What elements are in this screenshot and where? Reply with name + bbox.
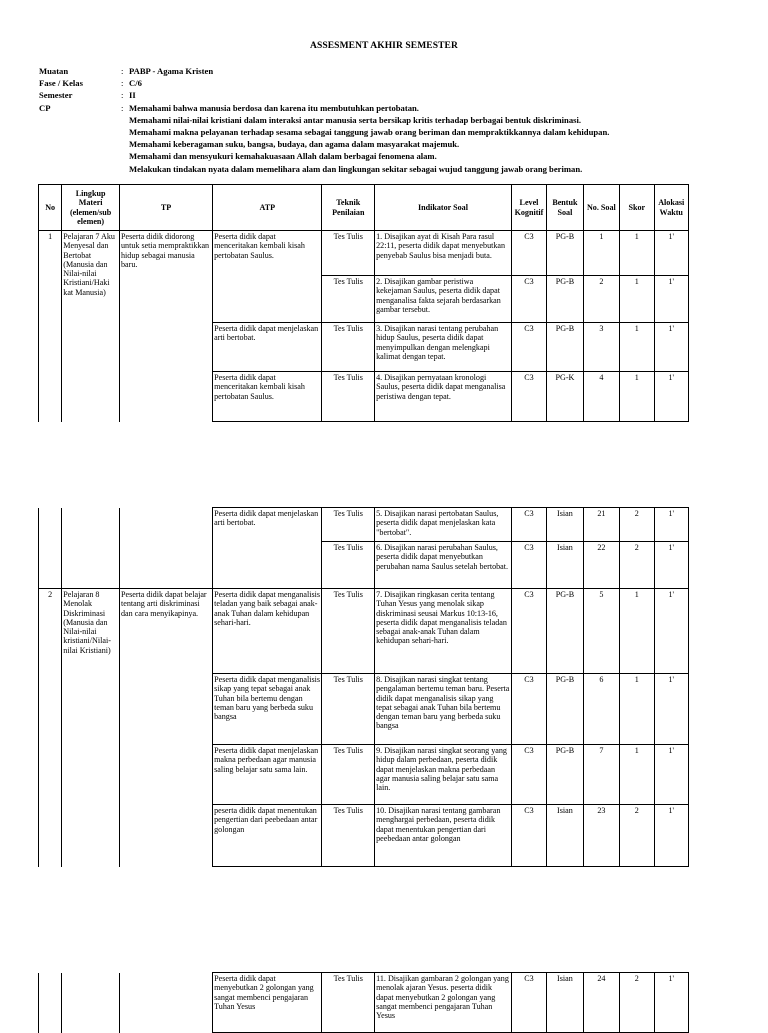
lingkup-materi: Pelajaran 8 Menolak Diskriminasi (Manusia dan Nilai-nilai kristiani/Nilai-nilai Kristiani) xyxy=(62,589,120,867)
level-cell: C3 xyxy=(511,674,546,745)
bentuk-cell: Isian xyxy=(547,508,583,542)
indikator-cell: 4. Disajikan pernyataan kronologi Saulus, peserta didik dapat menganalisa peristiwa dengan tepat. xyxy=(375,372,512,422)
meta-muatan-value: PABP - Agama Kristen xyxy=(129,66,214,76)
meta-muatan-label: Muatan xyxy=(39,66,69,76)
meta-fase-label: Fase / Kelas xyxy=(39,78,83,89)
cp-line: Memahami makna pelayanan terhadap sesama sebagai tanggung jawab orang beriman dan mempraktikkannya dalam kehidupan. xyxy=(129,127,610,138)
cp-line: Memahami keberagaman suku, bangsa, budaya, dan agama dalam masyarakat majemuk. xyxy=(129,139,460,150)
header-level: Level Kognitif xyxy=(511,185,546,231)
cp-line: Memahami nilai-nilai kristiani dalam interaksi antar manusia serta bersikap kritis terhadap berbagai bentuk diskriminasi. xyxy=(129,114,582,125)
colon: : xyxy=(121,90,124,101)
cp-line: Memahami bahwa manusia berdosa dan karena itu membutuhkan pertobatan. xyxy=(129,102,419,113)
header-skor: Skor xyxy=(620,185,654,231)
meta-cp-label: CP xyxy=(39,102,51,113)
skor-cell: 2 xyxy=(620,508,654,542)
teknik-cell: Tes Tulis xyxy=(322,323,375,372)
level-cell: C3 xyxy=(511,805,546,867)
indikator-cell: 1. Disajikan ayat di Kisah Para rasul 22:11, peserta didik dapat menyebutkan penyebab Saulus bisa menjadi buta. xyxy=(375,231,512,276)
colon: : xyxy=(121,66,124,76)
alokasi-cell: 1' xyxy=(654,745,689,805)
row-no: 1 xyxy=(39,231,62,422)
meta-semester-label: Semester xyxy=(39,90,73,101)
teknik-cell: Tes Tulis xyxy=(322,276,375,323)
colon: : xyxy=(121,102,124,113)
atp-cell: Peserta didik dapat menganalisis sikap yang tepat sebagai anak Tuhan bila bertemu dengan teman baru yang berbeda suku bangsa xyxy=(213,674,322,745)
skor-cell: 1 xyxy=(620,745,654,805)
header-no: No xyxy=(39,185,62,231)
cp-line: Melakukan tindakan nyata dalam memelihara alam dan lingkungan sekitar sebagai wujud tanggung jawab orang beriman. xyxy=(129,163,583,174)
indikator-cell: 10. Disajikan narasi tentang gambaran menghargai perbedaan, peserta didik dapat menentukan pengertian dari peebedaan antar golongan xyxy=(375,805,512,867)
teknik-cell: Tes Tulis xyxy=(322,231,375,276)
alokasi-cell: 1' xyxy=(654,973,689,1033)
skor-cell: 1 xyxy=(620,589,654,674)
assessment-table-page1 xyxy=(38,184,689,422)
indikator-cell: 3. Disajikan narasi tentang perubahan hidup Saulus, peserta didik dapat menyimpulkan dengan melengkapi kalimat dengan tepat. xyxy=(375,323,512,372)
meta-fase-value: C/6 xyxy=(129,78,142,89)
header-teknik: Teknik Penilaian xyxy=(322,185,375,231)
teknik-cell: Tes Tulis xyxy=(322,508,375,542)
level-cell: C3 xyxy=(511,973,546,1033)
teknik-cell: Tes Tulis xyxy=(322,372,375,422)
level-cell: C3 xyxy=(511,508,546,542)
indikator-cell: 9. Disajikan narasi singkat seorang yang hidup dalam perbedaan, peserta didik dapat menjelaskan makna perbedaan agar manusia saling belajar satu sama lain. xyxy=(375,745,512,805)
alokasi-cell: 1' xyxy=(654,276,689,323)
table-row xyxy=(39,508,689,542)
nosoal-cell: 22 xyxy=(583,542,619,589)
meta-semester xyxy=(39,89,609,101)
header-alokasi: Alokasi Waktu xyxy=(654,185,689,231)
atp-cell: peserta didik dapat menentukan pengertian dari peebedaan antar golongan xyxy=(213,805,322,867)
skor-cell: 1 xyxy=(620,674,654,745)
nosoal-cell: 6 xyxy=(583,674,619,745)
lingkup-materi: Pelajaran 7 Aku Menyesal dan Bertobat (Manusia dan Nilai-nilai Kristiani/Haki kat Manusia) xyxy=(62,231,120,422)
bentuk-cell: Isian xyxy=(547,542,583,589)
alokasi-cell: 1' xyxy=(654,589,689,674)
header-atp: ATP xyxy=(213,185,322,231)
bentuk-cell: Isian xyxy=(547,973,583,1033)
skor-cell: 1 xyxy=(620,231,654,276)
skor-cell: 2 xyxy=(620,973,654,1033)
cp-line: Memahami dan mensyukuri kemahakuasaan Allah dalam berbagai fenomena alam. xyxy=(129,151,437,162)
table-row xyxy=(39,589,689,674)
assessment-table-page2 xyxy=(38,507,689,867)
header-tp: TP xyxy=(119,185,212,231)
meta-cp-lines xyxy=(129,102,609,175)
teknik-cell: Tes Tulis xyxy=(322,589,375,674)
bentuk-cell: PG-B xyxy=(547,674,583,745)
level-cell: C3 xyxy=(511,231,546,276)
nosoal-cell: 5 xyxy=(583,589,619,674)
nosoal-cell: 2 xyxy=(583,276,619,323)
meta-muatan xyxy=(39,65,609,77)
atp-cell: Peserta didik dapat menyebutkan 2 golongan yang sangat membenci pengajaran Tuhan Yesus xyxy=(213,973,322,1033)
alokasi-cell: 1' xyxy=(654,231,689,276)
level-cell: C3 xyxy=(511,542,546,589)
nosoal-cell: 4 xyxy=(583,372,619,422)
atp-cell: Peserta didik dapat menjelaskan arti bertobat. xyxy=(213,323,322,372)
bentuk-cell: PG-K xyxy=(547,372,583,422)
nosoal-cell: 21 xyxy=(583,508,619,542)
header-lingkup: Lingkup Materi (elemen/sub elemen) xyxy=(62,185,120,231)
lingkup-materi-continued xyxy=(62,508,120,589)
skor-cell: 2 xyxy=(620,805,654,867)
alokasi-cell: 1' xyxy=(654,674,689,745)
header-nosoal: No. Soal xyxy=(583,185,619,231)
indikator-cell: 2. Disajikan gambar peristiwa kekejaman Saulus, peserta didik dapat menganalisa fakta sejarah berdasarkan gambar tersebut. xyxy=(375,276,512,323)
page-title: ASSESMENT AKHIR SEMESTER xyxy=(310,41,458,51)
alokasi-cell: 1' xyxy=(654,508,689,542)
teknik-cell: Tes Tulis xyxy=(322,542,375,589)
nosoal-cell: 24 xyxy=(583,973,619,1033)
bentuk-cell: PG-B xyxy=(547,323,583,372)
nosoal-cell: 7 xyxy=(583,745,619,805)
row-no-continued xyxy=(39,508,62,589)
level-cell: C3 xyxy=(511,745,546,805)
meta-semester-value: II xyxy=(129,90,136,101)
level-cell: C3 xyxy=(511,589,546,674)
colon: : xyxy=(121,78,124,89)
bentuk-cell: Isian xyxy=(547,805,583,867)
row-no: 2 xyxy=(39,589,62,867)
meta-cp xyxy=(39,102,609,175)
teknik-cell: Tes Tulis xyxy=(322,674,375,745)
indikator-cell: 5. Disajikan narasi pertobatan Saulus, peserta didik dapat menjelaskan kata "bertobat". xyxy=(375,508,512,542)
teknik-cell: Tes Tulis xyxy=(322,745,375,805)
tp-cell-continued xyxy=(119,508,212,589)
atp-cell: Peserta didik dapat menjelaskan arti bertobat. xyxy=(213,508,322,589)
indikator-cell: 7. Disajikan ringkasan cerita tentang Tuhan Yesus yang menolak sikap diskriminasi seusai Markus 10:13-16, peserta didik dapat menganalisis teladan sebagai anak-anak Tuhan dalam kehidupan sehari-hari. xyxy=(375,589,512,674)
nosoal-cell: 1 xyxy=(583,231,619,276)
nosoal-cell: 23 xyxy=(583,805,619,867)
header-indikator: Indikator Soal xyxy=(375,185,512,231)
alokasi-cell: 1' xyxy=(654,805,689,867)
indikator-cell: 11. Disajikan gambaran 2 golongan yang menolak ajaran Yesus. peserta didik dapat menyebutkan 2 golongan yang sangat membenci pengajaran Tuhan Yesus xyxy=(375,973,512,1033)
atp-cell: Peserta didik dapat menjelaskan makna perbedaan agar manusia saling belajar satu sama lain. xyxy=(213,745,322,805)
atp-cell: Peserta didik dapat menceritakan kembali kisah pertobatan Saulus. xyxy=(213,372,322,422)
tp-cell: Peserta didik didorong untuk setia mempraktikkan hidup sebagai manusia baru. xyxy=(119,231,212,422)
alokasi-cell: 1' xyxy=(654,323,689,372)
indikator-cell: 8. Disajikan narasi singkat tentang pengalaman bertemu teman baru. Peserta didik dapat menganalisis sikap yang tepat sebagai anak Tuhan bila bertemu dengan teman baru yang berbeda suku bangsa xyxy=(375,674,512,745)
bentuk-cell: PG-B xyxy=(547,231,583,276)
level-cell: C3 xyxy=(511,372,546,422)
tp-cell: Peserta didik dapat belajar tentang arti diskriminasi dan cara menyikapinya. xyxy=(119,589,212,867)
meta-fase xyxy=(39,77,609,89)
bentuk-cell: PG-B xyxy=(547,589,583,674)
meta-block xyxy=(39,65,609,175)
skor-cell: 2 xyxy=(620,542,654,589)
bentuk-cell: PG-B xyxy=(547,745,583,805)
teknik-cell: Tes Tulis xyxy=(322,973,375,1033)
atp-cell: Peserta didik dapat menceritakan kembali kisah pertobatan Saulus. xyxy=(213,231,322,323)
level-cell: C3 xyxy=(511,276,546,323)
header-row xyxy=(39,185,689,231)
skor-cell: 1 xyxy=(620,372,654,422)
atp-cell: Peserta didik dapat menganalisis teladan yang baik sebagai anak-anak Tuhan dalam kehidupan sehari-hari. xyxy=(213,589,322,674)
alokasi-cell: 1' xyxy=(654,372,689,422)
alokasi-cell: 1' xyxy=(654,542,689,589)
nosoal-cell: 3 xyxy=(583,323,619,372)
table-row xyxy=(39,231,689,276)
teknik-cell: Tes Tulis xyxy=(322,805,375,867)
skor-cell: 1 xyxy=(620,276,654,323)
level-cell: C3 xyxy=(511,323,546,372)
header-bentuk: Bentuk Soal xyxy=(547,185,583,231)
indikator-cell: 6. Disajikan narasi perubahan Saulus, peserta didik dapat menyebutkan perubahan nama Saulus setelah bertobat. xyxy=(375,542,512,589)
skor-cell: 1 xyxy=(620,323,654,372)
bentuk-cell: PG-B xyxy=(547,276,583,323)
